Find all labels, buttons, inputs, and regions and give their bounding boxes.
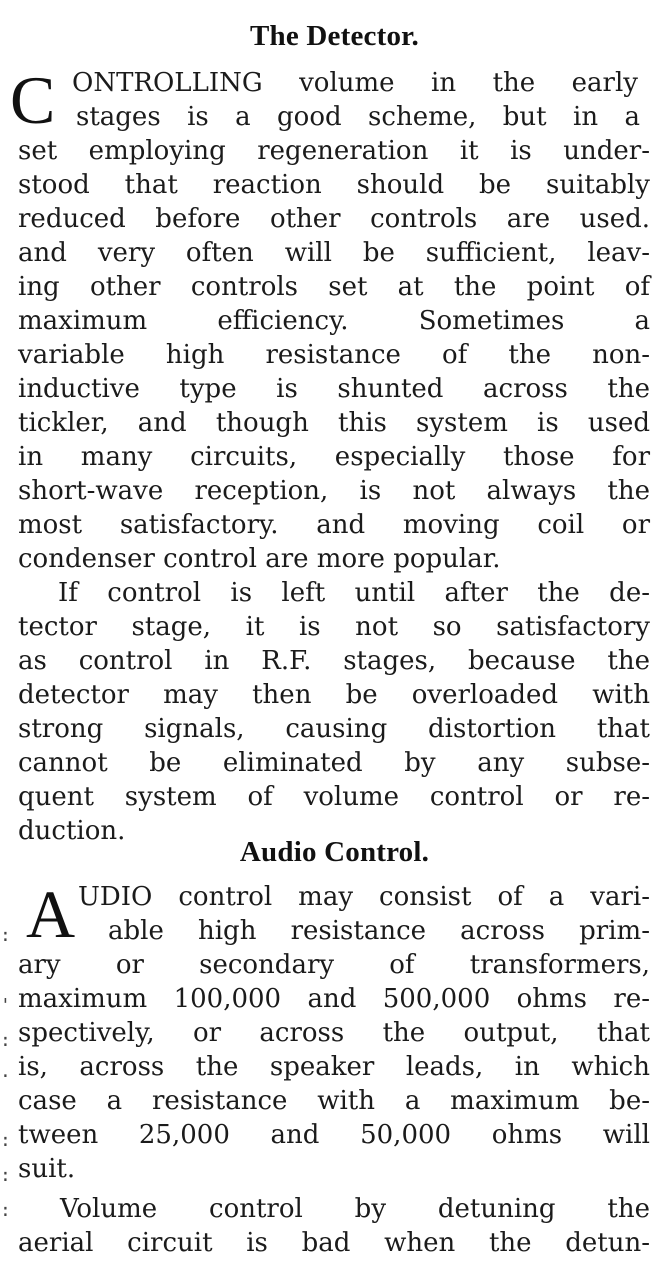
text-line: most satisfactory. and moving coil or [18,510,650,540]
text-line: cannot be eliminated by any subse- [18,748,650,778]
text-line: stood that reaction should be suitably [18,170,650,200]
drop-cap-c: C [10,62,56,138]
text-line: case a resistance with a maximum be- [18,1086,650,1116]
text-line: UDIO control may consist of a vari- [78,882,650,912]
text-line: is, across the speaker leads, in which [18,1052,650,1082]
text-line: duction. [18,816,126,846]
text-line: stages is a good scheme, but in a [76,102,640,132]
drop-cap-a: A [26,876,76,952]
margin-bleed-mark: : [0,925,11,946]
text-line: strong signals, causing distortion that [18,714,650,744]
text-line: tween 25,000 and 50,000 ohms will [18,1120,650,1150]
text-line: aerial circuit is bad when the detun- [18,1228,650,1258]
text-line: Volume control by detuning the [60,1194,650,1224]
text-line: in many circuits, especially those for [18,442,650,472]
margin-bleed-mark: : [0,1030,11,1051]
text-line: inductive type is shunted across the [18,374,650,404]
text-line: as control in R.F. stages, because the [18,646,650,676]
text-line: ONTROLLING volume in the early [72,68,638,98]
text-line: suit. [18,1154,76,1184]
margin-bleed-mark: : [0,1165,11,1186]
section-heading-audio-control: Audio Control. [239,836,430,868]
text-line: ary or secondary of transformers, [18,950,650,980]
text-line: and very often will be sufficient, leav- [18,238,650,268]
section-heading-detector: The Detector. [249,20,420,52]
text-line: tickler, and though this system is used [18,408,650,438]
text-line: spectively, or across the output, that [18,1018,650,1048]
margin-bleed-mark: ' [0,995,11,1016]
text-line: maximum efficiency. Sometimes a [18,306,650,336]
text-line: set employing regeneration it is under- [18,136,650,166]
margin-bleed-mark: : [0,1200,11,1221]
text-line: reduced before other controls are used. [18,204,650,234]
text-line: condenser control are more popular. [18,544,501,574]
text-line: detector may then be overloaded with [18,680,650,710]
margin-bleed-mark: · [0,1066,11,1087]
text-line: maximum 100,000 and 500,000 ohms re- [18,984,650,1014]
text-line: variable high resistance of the non- [18,340,650,370]
text-line: short-wave reception, is not always the [18,476,650,506]
text-line: quent system of volume control or re- [18,782,650,812]
text-line: tector stage, it is not so satisfactory [18,612,650,642]
margin-bleed-mark: : [0,1130,11,1151]
text-line: ing other controls set at the point of [18,272,650,302]
text-line: able high resistance across prim- [108,916,650,946]
text-line: If control is left until after the de- [58,578,650,608]
